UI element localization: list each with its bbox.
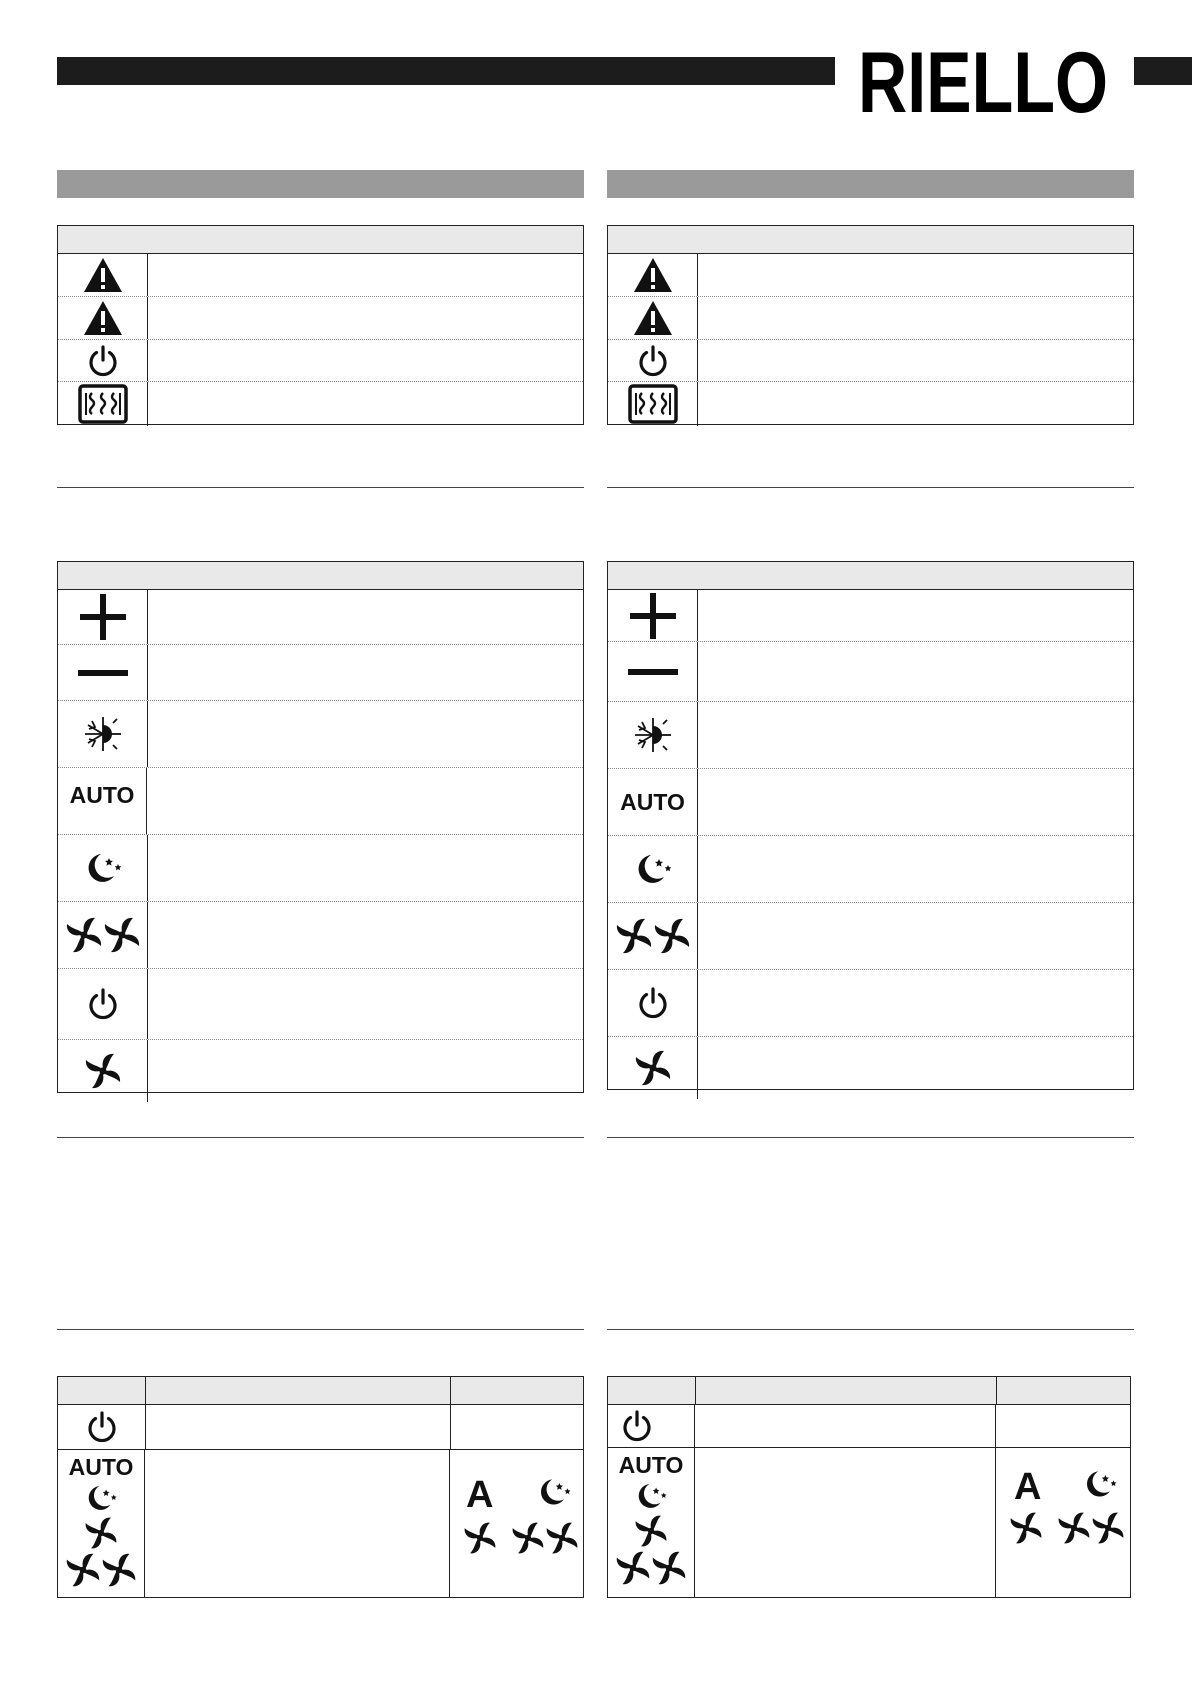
table-row [58,701,583,768]
fan-icon [83,1515,119,1551]
table-row [58,902,583,969]
auto-label: AUTO [68,1454,134,1480]
auto-label: AUTO [618,1452,684,1478]
warning-triangle-icon [633,300,673,336]
night-moon-icon [631,1479,671,1513]
table-row [58,645,583,701]
table-header [608,562,1133,590]
table-row [608,702,1133,769]
buttons-table [57,561,584,1093]
fan-double-icon [64,915,142,955]
column-left [57,0,584,1685]
table-row [608,1448,1130,1598]
table-header [58,226,583,254]
cool-heat-mode-icon [83,714,123,754]
table-row [58,1040,583,1102]
table-row [58,382,583,426]
table-header [608,226,1133,254]
buttons-table [607,561,1134,1090]
table-row [608,254,1133,297]
auto-indicator: A [466,1474,494,1516]
table-row [58,340,583,382]
table-row [608,769,1133,836]
fan-icon [633,1513,669,1549]
section-divider [607,1137,1134,1138]
table-row [58,1450,583,1598]
table-row [608,340,1133,382]
heating-element-icon [78,384,128,424]
table-row [58,590,583,645]
power-icon [636,986,670,1020]
fan-icon [633,1048,673,1088]
fan-double-icon [510,1520,580,1556]
plus-icon [628,591,678,641]
warning-triangle-icon [83,257,123,293]
night-moon-icon [1078,1466,1122,1502]
section-band [57,170,584,198]
section-divider [607,1329,1134,1330]
brand-logo-text: RIELLO [858,44,1108,131]
table-header [608,1377,1130,1405]
plus-icon [78,592,128,642]
function-table [607,1376,1131,1598]
auto-indicator: A [1014,1466,1042,1508]
table-row [58,1405,583,1450]
table-row [608,642,1133,702]
power-icon [636,344,670,378]
fan-double-icon [614,1549,688,1587]
table-row [58,768,583,835]
warning-triangle-icon [83,300,123,336]
table-row [608,1405,1130,1448]
section-divider [57,1137,584,1138]
indicator-table [607,225,1134,425]
minus-icon [628,667,678,677]
table-row [58,969,583,1040]
function-table [57,1376,584,1598]
indicator-table [57,225,584,425]
night-moon-icon [81,1481,121,1515]
column-right [607,0,1134,1685]
night-moon-icon [532,1474,576,1510]
table-row [608,970,1133,1037]
power-icon [85,1410,119,1444]
power-icon [86,987,120,1021]
section-band [607,170,1134,198]
table-row [608,836,1133,903]
top-bar-right [1134,57,1192,85]
fan-icon [83,1051,123,1091]
heating-element-icon [628,384,678,424]
warning-triangle-icon [633,257,673,293]
auto-label: AUTO [69,782,135,808]
cool-heat-mode-icon [633,715,673,755]
night-moon-icon [81,848,125,888]
fan-double-icon [614,916,692,956]
power-icon [620,1409,654,1443]
minus-icon [78,668,128,678]
fan-double-icon [64,1551,138,1589]
table-header [58,562,583,590]
section-divider [57,487,584,488]
table-header [58,1377,583,1405]
section-divider [57,1329,584,1330]
table-row [608,590,1133,642]
fan-icon [462,1520,498,1556]
power-icon [86,344,120,378]
fan-double-icon [1056,1510,1126,1546]
fan-icon [1008,1510,1044,1546]
table-row [608,1037,1133,1099]
table-row [608,903,1133,970]
auto-label: AUTO [620,788,685,815]
night-moon-icon [631,849,675,889]
table-row [58,835,583,902]
table-row [58,297,583,340]
table-row [608,382,1133,426]
section-divider [607,487,1134,488]
table-row [58,254,583,297]
table-row [608,297,1133,340]
